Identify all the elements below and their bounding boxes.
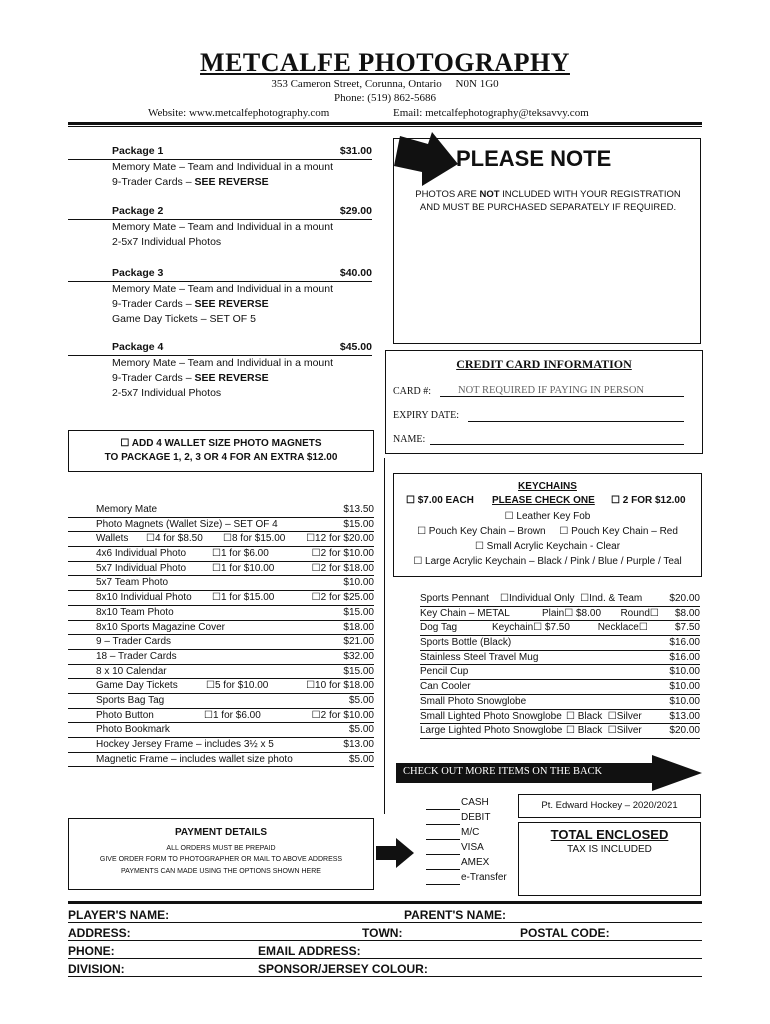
payment-method: DEBIT — [461, 812, 491, 823]
cash-field[interactable] — [426, 809, 460, 810]
table-row[interactable]: Memory Mate $13.50 — [68, 503, 374, 518]
player-name-label: PLAYER'S NAME: — [68, 908, 170, 922]
table-row[interactable]: Magnetic Frame – includes wallet size photo $5.00 — [68, 753, 374, 768]
team-label: Pt. Edward Hockey – 2020/2021 — [518, 794, 701, 818]
table-row[interactable]: Stainless Steel Travel Mug $16.00 — [420, 651, 700, 666]
package-line: Memory Mate – Team and Individual in a mount — [112, 357, 334, 369]
package-price: $45.00 — [339, 341, 372, 353]
division-label: DIVISION: — [68, 962, 125, 976]
magnet-line-1: ☐ ADD 4 WALLET SIZE PHOTO MAGNETS — [120, 438, 322, 449]
visa-field[interactable] — [426, 854, 460, 855]
phone-field-line[interactable] — [68, 958, 702, 959]
note-title: PLEASE NOTE — [456, 146, 612, 171]
header-rule — [68, 122, 702, 125]
postal-code-label: POSTAL CODE: — [520, 926, 610, 940]
package-line: 9-Trader Cards – SEE REVERSE — [112, 176, 269, 188]
package-4[interactable] — [68, 340, 372, 401]
keychain-option[interactable]: ☐ Small Acrylic Keychain - Clear — [474, 541, 621, 552]
table-row[interactable]: 8x10 Sports Magazine Cover $18.00 — [68, 621, 374, 636]
table-row[interactable]: 8x10 Individual Photo ☐1 for $15.00 ☐2 for $25.00 — [68, 591, 374, 606]
table-row[interactable]: Small Photo Snowglobe $10.00 — [420, 695, 700, 710]
cardholder-name-label: NAME: — [393, 434, 426, 445]
etransfer-field[interactable] — [426, 884, 460, 885]
credit-card-title: CREDIT CARD INFORMATION — [456, 357, 632, 371]
payment-method: M/C — [461, 827, 480, 838]
card-number-field[interactable]: NOT REQUIRED IF PAYING IN PERSON — [440, 385, 684, 397]
table-row[interactable]: Pencil Cup $10.00 — [420, 665, 700, 680]
table-row[interactable]: Photo Button ☐1 for $6.00 ☐2 for $10.00 — [68, 709, 374, 724]
arrow-right-icon — [374, 836, 416, 870]
package-line: 2-5x7 Individual Photos — [112, 387, 222, 399]
checkout-text: CHECK OUT MORE ITEMS ON THE BACK — [403, 766, 603, 777]
expiry-field[interactable] — [468, 421, 684, 422]
package-1[interactable] — [68, 144, 372, 190]
package-2[interactable] — [68, 204, 372, 250]
expiry-label: EXPIRY DATE: — [393, 410, 460, 421]
studio-website: Website: www.metcalfephotography.com — [148, 107, 330, 119]
items-table-right — [420, 592, 700, 739]
magnet-line-2: TO PACKAGE 1, 2, 3 OR 4 FOR AN EXTRA $12.00 — [104, 452, 338, 463]
payment-line: PAYMENTS CAN MADE USING THE OPTIONS SHOWN HERE — [121, 868, 321, 875]
table-row[interactable]: 8x10 Team Photo $15.00 — [68, 606, 374, 621]
package-price: $31.00 — [339, 145, 372, 157]
table-row[interactable]: Sports Bag Tag $5.00 — [68, 694, 374, 709]
total-note: TAX IS INCLUDED — [567, 844, 652, 855]
table-row[interactable]: Key Chain – METAL Plain☐ $8.00 Round☐ $8.00 — [420, 607, 700, 622]
keychains-title: KEYCHAINS — [518, 481, 577, 492]
cardholder-name-field[interactable] — [430, 444, 684, 445]
package-line: Memory Mate – Team and Individual in a mount — [112, 283, 334, 295]
table-row[interactable]: Dog Tag Keychain☐ $7.50 Necklace☐ $7.50 — [420, 621, 700, 636]
table-row[interactable]: Game Day Tickets ☐5 for $10.00 ☐10 for $18.00 — [68, 679, 374, 694]
payment-method: e-Transfer — [461, 872, 507, 883]
package-name: Package 1 — [112, 145, 164, 157]
table-row[interactable]: 18 – Trader Cards $32.00 — [68, 650, 374, 665]
payment-method: VISA — [461, 842, 484, 853]
package-line: 9-Trader Cards – SEE REVERSE — [112, 372, 269, 384]
package-name: Package 2 — [112, 205, 164, 217]
table-row[interactable]: Small Lighted Photo Snowglobe ☐ Black ☐Silver $13.00 — [420, 710, 700, 725]
debit-field[interactable] — [426, 824, 460, 825]
mc-field[interactable] — [426, 839, 460, 840]
header-rule-thin — [68, 126, 702, 127]
payment-method: CASH — [461, 797, 489, 808]
division-field-line[interactable] — [68, 976, 702, 977]
table-row[interactable]: Photo Magnets (Wallet Size) – SET OF 4 $15.00 — [68, 518, 374, 533]
table-row[interactable]: 4x6 Individual Photo ☐1 for $6.00 ☐2 for $10.00 — [68, 547, 374, 562]
package-line: 2-5x7 Individual Photos — [112, 236, 222, 248]
package-price: $40.00 — [339, 267, 372, 279]
parent-name-label: PARENT'S NAME: — [404, 908, 506, 922]
table-row[interactable]: 9 – Trader Cards $21.00 — [68, 635, 374, 650]
payment-method: AMEX — [461, 857, 490, 868]
table-row[interactable]: 8 x 10 Calendar $15.00 — [68, 665, 374, 680]
keychain-each-checkbox[interactable]: ☐ $7.00 EACH — [406, 495, 474, 506]
table-row[interactable]: 5x7 Individual Photo ☐1 for $10.00 ☐2 for $18.00 — [68, 562, 374, 577]
arrow-right-icon — [392, 130, 462, 188]
package-line: Memory Mate – Team and Individual in a mount — [112, 161, 334, 173]
table-row[interactable]: Can Cooler $10.00 — [420, 680, 700, 695]
magnet-addon-checkbox[interactable] — [68, 430, 374, 472]
table-row[interactable]: Wallets ☐4 for $8.50 ☐8 for $15.00 ☐12 for $20.00 — [68, 532, 374, 547]
package-3[interactable] — [68, 266, 372, 327]
note-text: PHOTOS ARE NOT INCLUDED WITH YOUR REGISTRATION AND MUST BE PURCHASED SEPARATELY IF REQUIRED. — [415, 189, 681, 213]
sponsor-label: SPONSOR/JERSEY COLOUR: — [258, 962, 428, 976]
table-row[interactable]: Sports Bottle (Black) $16.00 — [420, 636, 700, 651]
items-table-left — [68, 503, 374, 767]
table-row[interactable]: Photo Bookmark $5.00 — [68, 723, 374, 738]
payment-line: GIVE ORDER FORM TO PHOTOGRAPHER OR MAIL TO ABOVE ADDRESS — [99, 856, 343, 863]
table-row[interactable]: Sports Pennant ☐Individual Only ☐Ind. & Team $20.00 — [420, 592, 700, 607]
phone-label: PHONE: — [68, 944, 115, 958]
studio-email: Email: metcalfephotography@teksavvy.com — [393, 107, 589, 119]
package-name: Package 3 — [112, 267, 164, 279]
address-field-line[interactable] — [68, 940, 702, 941]
column-divider — [384, 458, 385, 814]
total-title: TOTAL ENCLOSED — [550, 827, 669, 842]
payment-title: PAYMENT DETAILS — [174, 827, 268, 838]
table-row[interactable]: Large Lighted Photo Snowglobe ☐ Black ☐Silver $20.00 — [420, 724, 700, 739]
address-label: ADDRESS: — [68, 926, 131, 940]
keychain-instruction: PLEASE CHECK ONE — [492, 495, 595, 506]
studio-address: 353 Cameron Street, Corunna, Ontario N0N 1G0 — [271, 78, 499, 90]
keychain-two-checkbox[interactable]: ☐ 2 FOR $12.00 — [611, 495, 686, 506]
package-line: Game Day Tickets – SET OF 5 — [112, 313, 256, 325]
keychain-option[interactable]: ☐ Large Acrylic Keychain – Black / Pink / Blue / Purple / Teal — [413, 556, 682, 567]
name-field-line[interactable] — [68, 922, 702, 923]
payment-line: ALL ORDERS MUST BE PREPAID — [166, 845, 276, 852]
footer-rule — [68, 901, 702, 904]
page-title: METCALFE PHOTOGRAPHY — [200, 48, 570, 77]
package-line: 9-Trader Cards – SEE REVERSE — [112, 298, 269, 310]
table-row[interactable]: Hockey Jersey Frame – includes 3½ x 5 $13.00 — [68, 738, 374, 753]
town-label: TOWN: — [362, 926, 403, 940]
email-label: EMAIL ADDRESS: — [258, 944, 361, 958]
keychain-option[interactable]: ☐ Pouch Key Chain – Brown ☐ Pouch Key Chain – Red — [417, 526, 678, 537]
amex-field[interactable] — [426, 869, 460, 870]
card-number-label: CARD #: — [393, 386, 432, 397]
package-line: Memory Mate – Team and Individual in a mount — [112, 221, 334, 233]
table-row[interactable]: 5x7 Team Photo $10.00 — [68, 576, 374, 591]
package-price: $29.00 — [339, 205, 372, 217]
studio-phone: Phone: (519) 862-5686 — [333, 92, 437, 104]
package-name: Package 4 — [112, 341, 164, 353]
keychain-option[interactable]: ☐ Leather Key Fob — [504, 511, 591, 522]
